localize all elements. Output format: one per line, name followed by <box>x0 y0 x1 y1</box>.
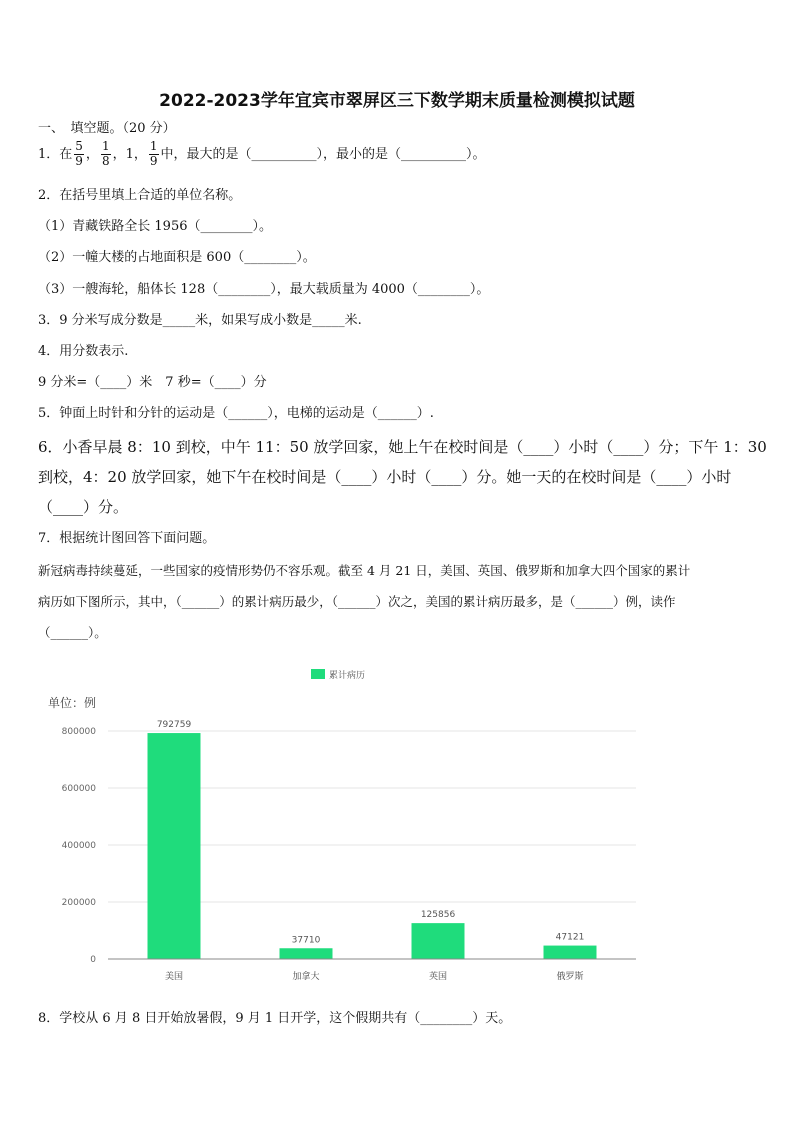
question-4-items: 9 分米=（____）米 7 秒=（____）分 <box>38 375 267 390</box>
question-2-2: （2）一幢大楼的占地面积是 600（________）。 <box>38 250 316 265</box>
x-tick-label: 英国 <box>428 972 448 982</box>
bar <box>148 733 201 959</box>
q1-prefix: 1．在 <box>38 146 73 162</box>
question-3: 3．9 分米写成分数是_____米，如果写成小数是_____米. <box>38 313 362 328</box>
question-5: 5．钟面上时针和分针的运动是（______），电梯的运动是（______）. <box>38 406 434 421</box>
x-tick-label: 美国 <box>164 972 184 982</box>
y-tick-label: 400000 <box>61 841 96 851</box>
legend-swatch <box>311 669 325 679</box>
question-2: 2．在括号里填上合适的单位名称。 <box>38 188 242 203</box>
section-heading: 一、 填空题。（20 分） <box>38 121 176 136</box>
y-tick-label: 600000 <box>61 784 96 794</box>
bar-value-label: 125856 <box>420 910 456 921</box>
x-tick-label: 俄罗斯 <box>556 972 584 982</box>
page-title: 2022-2023学年宜宾市翠屏区三下数学期末质量检测模拟试题 <box>159 91 635 111</box>
question-2-1: （1）青藏铁路全长 1956（________）。 <box>38 219 272 234</box>
x-tick-label: 加拿大 <box>292 972 320 982</box>
question-6-line-1: 6．小香早晨 8：10 到校，中午 11：50 放学回家，她上午在校时间是（____）小时（____）分；下午 1：30 <box>38 438 767 456</box>
y-tick-label: 800000 <box>61 727 96 737</box>
fraction-1-8: $\frac{1}{8}$ <box>101 139 110 168</box>
legend-label: 累计病历 <box>329 671 366 681</box>
bar-value-label: 37710 <box>291 935 321 946</box>
bar-chart <box>0 655 794 990</box>
bar <box>544 946 597 959</box>
question-6-line-3: （____）分。 <box>38 498 129 516</box>
question-7-para-2: 病历如下图所示，其中，（______）的累计病历最少，（______）次之，美国的累计病历最多，是（______）例，读作 <box>38 594 676 609</box>
question-8: 8．学校从 6 月 8 日开始放暑假，9 月 1 日开学，这个假期共有（________）天。 <box>38 1011 512 1026</box>
question-1: 1．在 $\frac{5}{9}$ ， $\frac{1}{8}$ ，1， $\frac{1}{9}$ 中，最大的是（__________），最小的是（__________）。 <box>38 139 486 168</box>
question-6-line-2: 到校，4：20 放学回家，她下午在校时间是（____）小时（____）分。她一天的在校时间是（____）小时 <box>38 468 732 486</box>
bar-value-label: 792759 <box>156 720 192 731</box>
question-7: 7．根据统计图回答下面问题。 <box>38 531 216 546</box>
y-tick-label: 200000 <box>61 898 96 908</box>
bar-value-label: 47121 <box>555 932 585 943</box>
fraction-5-9: $\frac{5}{9}$ <box>75 139 83 168</box>
bar <box>280 948 333 959</box>
unit-label: 单位：例 <box>48 696 97 710</box>
bar <box>412 923 465 959</box>
question-7-para-1: 新冠病毒持续蔓延，一些国家的疫情形势仍不容乐观。截至 4 月 21 日，美国、英国、俄罗斯和加拿大四个国家的累计 <box>38 563 691 578</box>
question-2-3: （3）一艘海轮，船体长 128（________），最大载质量为 4000（________）。 <box>38 282 490 297</box>
y-tick-label: 0 <box>90 955 96 965</box>
question-7-para-3: （______）。 <box>38 625 107 640</box>
question-4: 4．用分数表示. <box>38 344 129 359</box>
fraction-1-9: $\frac{1}{9}$ <box>149 139 158 168</box>
q1-tail: 中，最大的是（__________），最小的是（__________）。 <box>160 146 486 162</box>
